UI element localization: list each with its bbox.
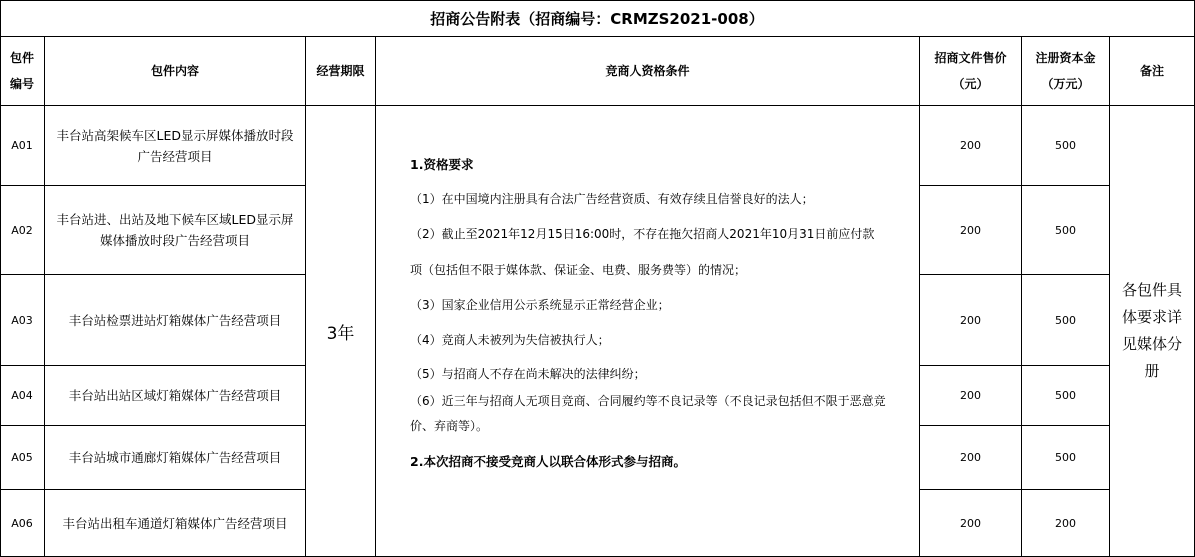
row-a06-content: 丰台站出租车通道灯箱媒体广告经营项目 <box>45 490 306 557</box>
row-a03-content: 丰台站检票进站灯箱媒体广告经营项目 <box>45 275 306 366</box>
header-capital-line1: 注册资本金 <box>1035 51 1096 65</box>
row-a04-content: 丰台站出站区域灯箱媒体广告经营项目 <box>45 366 306 426</box>
row-a01-content-line2: 广告经营项目 <box>137 148 213 164</box>
row-a05-price: 200 <box>920 426 1022 490</box>
table-title: 招商公告附表（招商编号：CRMZS2021-008） <box>0 0 1195 37</box>
remark-line: 各包件具 <box>1121 281 1182 299</box>
row-a06-price: 200 <box>920 490 1022 557</box>
remark-line: 体要求详 <box>1121 308 1182 326</box>
row-a02-no: A02 <box>0 186 45 275</box>
row-a05-content: 丰台站城市通廊灯箱媒体广告经营项目 <box>45 426 306 490</box>
header-qualification: 竞商人资格条件 <box>376 37 920 106</box>
row-a02-content-line2: 媒体播放时段广告经营项目 <box>99 233 250 248</box>
qualification-item: 价、弃商等）。 <box>410 419 489 433</box>
row-a02-content <box>45 186 306 275</box>
term-cell: 3年 <box>306 106 376 557</box>
header-capital <box>1022 37 1110 106</box>
qualification-item: 项（包括但不限于媒体款、保证金、电费、服务费等）的情况； <box>410 263 747 277</box>
remark-cell <box>1110 106 1195 557</box>
header-capital-line2: （万元） <box>1041 77 1090 91</box>
header-pkg-no-line2: 编号 <box>9 77 34 91</box>
row-a02-capital: 500 <box>1022 186 1110 275</box>
row-a01-content <box>45 106 306 186</box>
qualification-text <box>376 106 919 556</box>
row-a05-capital: 500 <box>1022 426 1110 490</box>
row-a06-no: A06 <box>0 490 45 557</box>
qualification-heading-2: 2.本次招商不接受竞商人以联合体形式参与招商。 <box>410 454 686 469</box>
qualification-item: （5）与招商人不存在尚未解决的法律纠纷； <box>410 367 646 381</box>
header-remark: 备注 <box>1110 37 1195 106</box>
row-a03-capital: 500 <box>1022 275 1110 366</box>
row-a03-price: 200 <box>920 275 1022 366</box>
header-price <box>920 37 1022 106</box>
row-a04-price: 200 <box>920 366 1022 426</box>
row-a02-price: 200 <box>920 186 1022 275</box>
row-a03-no: A03 <box>0 275 45 366</box>
header-price-line2: （元） <box>952 77 989 91</box>
row-a06-capital: 200 <box>1022 490 1110 557</box>
row-a01-capital: 500 <box>1022 106 1110 186</box>
qualification-item: （6）近三年与招商人无项目竞商、合同履约等不良记录等（不良记录包括但不限于恶意竞 <box>410 394 886 408</box>
header-price-line1: 招商文件售价 <box>934 51 1007 65</box>
row-a04-no: A04 <box>0 366 45 426</box>
qualification-item: （4）竞商人未被列为失信被执行人； <box>410 333 610 347</box>
remark-line: 册 <box>1144 362 1160 380</box>
qualification-item: （2）截止至2021年12月15日16:00时，不存在拖欠招商人2021年10月31日前应付款 <box>410 227 875 241</box>
remark-line: 见媒体分 <box>1121 335 1182 353</box>
header-content: 包件内容 <box>45 37 306 106</box>
qualification-item: （3）国家企业信用公示系统显示正常经营企业； <box>410 298 670 312</box>
header-term: 经营期限 <box>306 37 376 106</box>
row-a02-content-line1: 丰台站进、出站及地下候车区域LED显示屏 <box>56 212 294 227</box>
qualification-item: （1）在中国境内注册具有合法广告经营资质、有效存续且信誉良好的法人； <box>410 192 814 206</box>
qualification-heading-1: 1.资格要求 <box>410 157 474 172</box>
row-a01-price: 200 <box>920 106 1022 186</box>
row-a05-no: A05 <box>0 426 45 490</box>
row-a04-capital: 500 <box>1022 366 1110 426</box>
row-a01-no: A01 <box>0 106 45 186</box>
header-pkg-no-line1: 包件 <box>9 51 34 65</box>
row-a01-content-line1: 丰台站高架候车区LED显示屏媒体播放时段 <box>56 127 294 143</box>
header-pkg-no <box>0 37 45 106</box>
